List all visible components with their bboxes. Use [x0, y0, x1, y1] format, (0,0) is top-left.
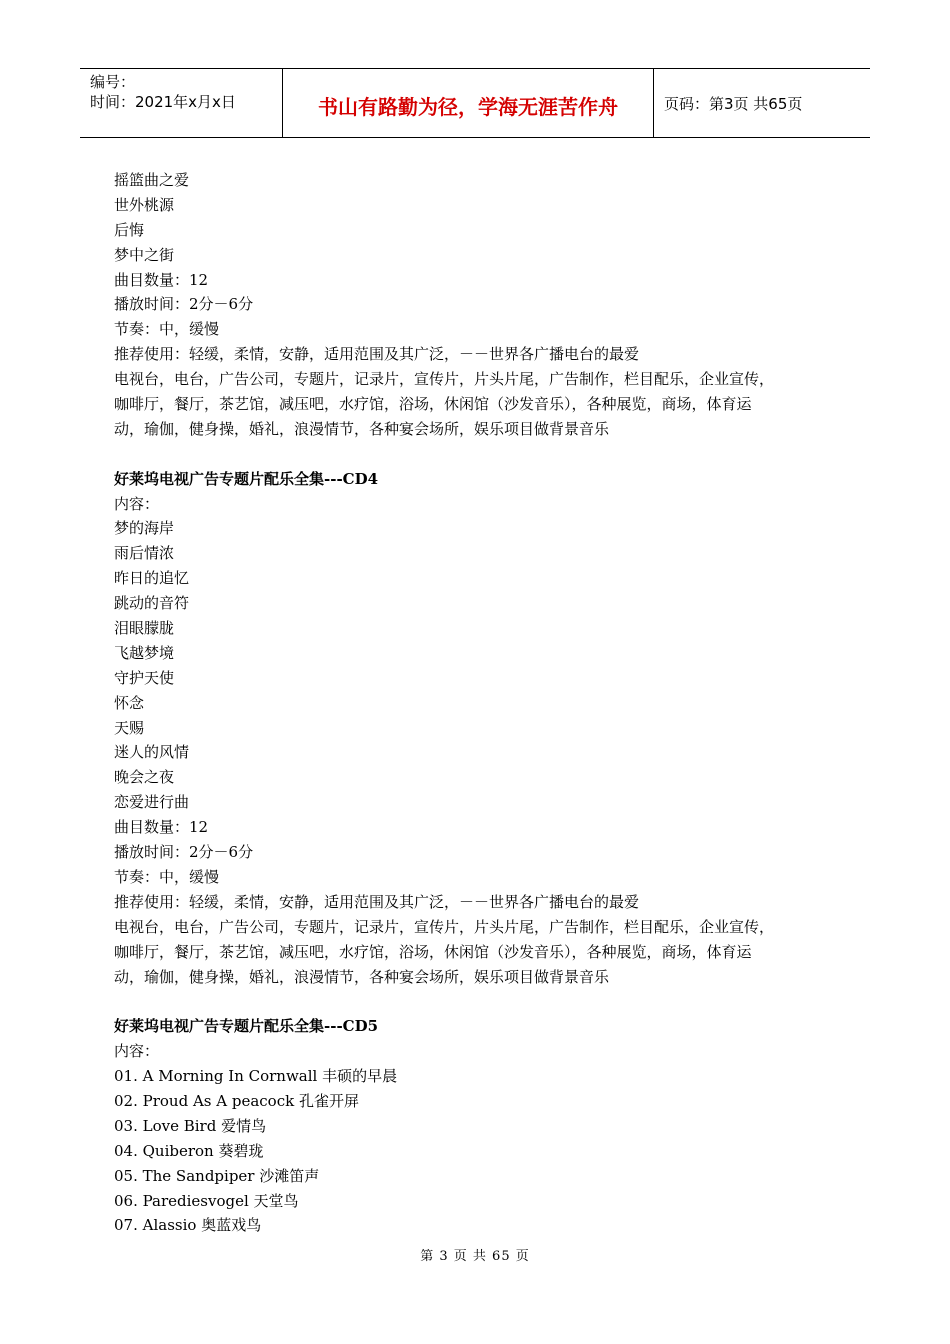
track-item: 泪眼朦胧	[114, 619, 175, 638]
section-cd4	[114, 467, 854, 990]
track-item: 怀念	[114, 693, 145, 712]
track-item: 07. Alassio 奥蓝戏鸟	[114, 1216, 262, 1235]
section-title: 好莱坞电视广告专题片配乐全集---CD4	[114, 469, 379, 488]
track-item: 跳动的音符	[114, 594, 190, 613]
track-count: 曲目数量：12	[114, 818, 209, 837]
track-item: 飞越梦境	[114, 643, 175, 662]
track-item: 摇篮曲之爱	[114, 171, 190, 189]
recommend-line: 咖啡厅，餐厅，茶艺馆，减压吧，水疗馆，浴场，休闲馆（沙发音乐），各种展览，商场，体育运	[114, 942, 752, 961]
recommend-line: 电视台，电台，广告公司，专题片，记录片，宣传片，片头片尾，广告制作，栏目配乐，企业宣传，	[114, 370, 775, 389]
track-item: 晚会之夜	[114, 768, 175, 787]
document-date: 时间：2021年x月x日	[90, 93, 236, 111]
track-count: 曲目数量：12	[114, 270, 209, 289]
section-cd5	[114, 1014, 854, 1238]
track-item: 守护天使	[114, 668, 175, 687]
track-item: 05. The Sandpiper 沙滩笛声	[114, 1166, 320, 1185]
recommend-line: 推荐使用：轻缓，柔情，安静，适用范围及其广泛，－－世界各广播电台的最爱	[114, 345, 640, 364]
recommend-line: 动，瑜伽，健身操，婚礼，浪漫情节，各种宴会场所，娱乐项目做背景音乐	[114, 419, 610, 438]
track-item: 04. Quiberon 葵碧珑	[114, 1141, 264, 1160]
tempo: 节奏：中，缓慢	[114, 320, 220, 339]
recommend-line: 咖啡厅，餐厅，茶艺馆，减压吧，水疗馆，浴场，休闲馆（沙发音乐），各种展览，商场，体育运	[114, 395, 752, 414]
document-body	[114, 168, 854, 1238]
play-duration: 播放时间：2分－6分	[114, 295, 254, 314]
recommend-line: 动，瑜伽，健身操，婚礼，浪漫情节，各种宴会场所，娱乐项目做背景音乐	[114, 967, 610, 986]
track-item: 梦的海岸	[114, 519, 175, 538]
page-footer: 第 3 页 共 65 页	[420, 1249, 530, 1264]
tempo: 节奏：中，缓慢	[114, 867, 220, 886]
track-item: 03. Love Bird 爱情鸟	[114, 1116, 267, 1135]
content-label: 内容：	[114, 1042, 160, 1061]
header-page-info: 页码：第3页 共65页	[664, 94, 803, 113]
track-item: 天赐	[114, 718, 145, 737]
recommend-line: 电视台，电台，广告公司，专题片，记录片，宣传片，片头片尾，广告制作，栏目配乐，企业宣传，	[114, 917, 775, 936]
track-item: 后悔	[114, 220, 145, 239]
track-item: 恋爱进行曲	[114, 793, 190, 812]
track-item: 02. Proud As A peacock 孔雀开屏	[114, 1091, 359, 1110]
track-item: 雨后情浓	[114, 544, 175, 563]
page-header	[80, 68, 870, 138]
header-motto: 书山有路勤为径，学海无涯苦作舟	[282, 69, 654, 137]
content-label: 内容：	[114, 494, 160, 513]
track-item: 01. A Morning In Cornwall 丰硕的早晨	[114, 1067, 398, 1086]
section-previous-cd	[114, 168, 854, 442]
track-item: 世外桃源	[114, 195, 175, 214]
recommend-line: 推荐使用：轻缓，柔情，安静，适用范围及其广泛，－－世界各广播电台的最爱	[114, 892, 640, 911]
play-duration: 播放时间：2分－6分	[114, 843, 254, 862]
track-item: 昨日的追忆	[114, 569, 190, 588]
track-item: 梦中之街	[114, 245, 175, 264]
section-title: 好莱坞电视广告专题片配乐全集---CD5	[114, 1017, 379, 1036]
header-meta	[80, 69, 282, 137]
track-item: 06. Parediesvogel 天堂鸟	[114, 1191, 299, 1210]
track-item: 迷人的风情	[114, 743, 190, 762]
document-number-label: 编号：	[90, 73, 136, 91]
